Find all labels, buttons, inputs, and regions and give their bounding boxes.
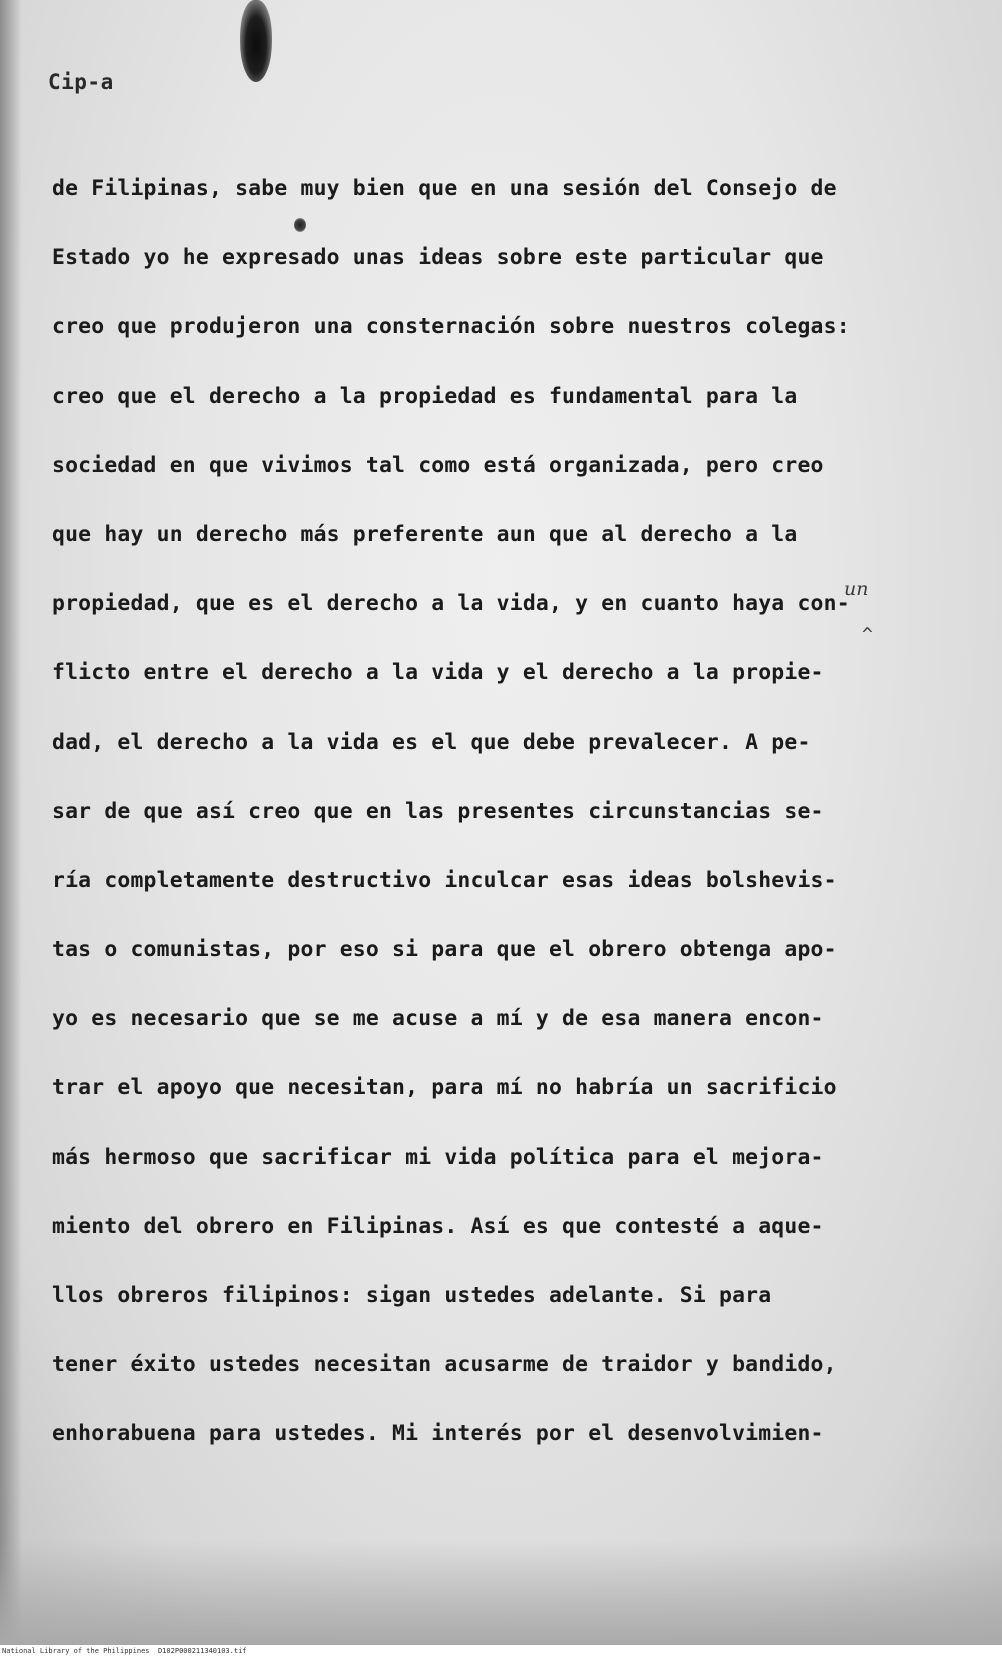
scan-edge-shadow <box>0 0 22 1645</box>
text-line: miento del obrero en Filipinas. Así es que contesté a aque- <box>52 1213 824 1239</box>
insertion-caret: ^ <box>862 624 873 645</box>
text-line: más hermoso que sacrificar mi vida política para el mejora- <box>52 1144 824 1170</box>
text-line: propiedad, que es el derecho a la vida, y en cuanto haya con- <box>52 591 850 617</box>
text-line: sar de que así creo que en las presentes circunstancias se- <box>52 798 824 824</box>
text-line: flicto entre el derecho a la vida y el derecho a la propie- <box>52 660 824 686</box>
footer-strip <box>0 1645 1002 1658</box>
text-line: tener éxito ustedes necesitan acusarme de traidor y bandido, <box>52 1352 837 1378</box>
text-line: enhorabuena para ustedes. Mi interés por el desenvolvimien- <box>52 1421 824 1447</box>
archive-label: National Library of the Philippines <box>2 1647 150 1655</box>
text-line: Estado yo he expresado unas ideas sobre este particular que <box>52 245 824 271</box>
text-line: sociedad en que vivimos tal como está organizada, pero creo <box>52 452 824 478</box>
file-id: D102P000211340103.tif <box>158 1647 247 1655</box>
text-line: creo que produjeron una consternación sobre nuestros colegas: <box>52 314 850 340</box>
scan-bottom-shadow <box>0 1540 1002 1645</box>
text-line: de Filipinas, sabe muy bien que en una sesión del Consejo de <box>52 176 837 201</box>
typed-body-text <box>52 170 932 1485</box>
text-line: dad, el derecho a la vida es el que debe prevalecer. A pe- <box>52 729 811 755</box>
text-line: creo que el derecho a la propiedad es fundamental para la <box>52 383 798 409</box>
text-line: tas o comunistas, por eso si para que el obrero obtenga apo- <box>52 937 837 963</box>
text-line: ría completamente destructivo inculcar esas ideas bolshevis- <box>52 867 837 893</box>
text-line: trar el apoyo que necesitan, para mí no habría un sacrificio <box>52 1075 837 1101</box>
handwritten-correction: un <box>844 578 869 600</box>
text-line: que hay un derecho más preferente aun que al derecho a la <box>52 521 798 547</box>
page-label: Cip-a <box>48 70 114 94</box>
text-line: yo es necesario que se me acuse a mí y de esa manera encon- <box>52 1006 824 1032</box>
text-line: llos obreros filipinos: sigan ustedes adelante. Si para <box>52 1283 772 1308</box>
ink-blot-mark <box>240 0 272 82</box>
